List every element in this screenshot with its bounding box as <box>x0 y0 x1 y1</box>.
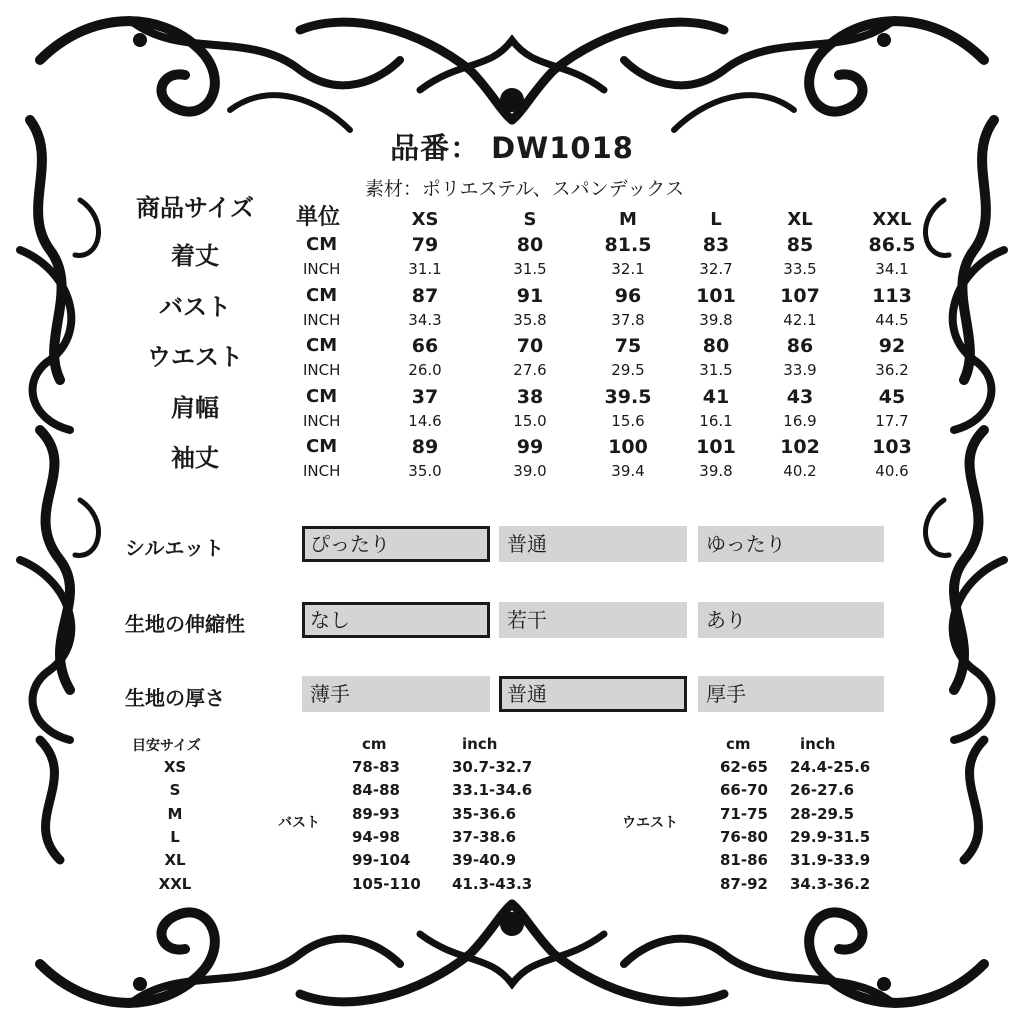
cm-value: 113 <box>872 284 912 307</box>
inch-value: 29.5 <box>611 361 645 379</box>
size-column-header: XXL <box>872 209 912 230</box>
inch-value: 44.5 <box>875 310 909 329</box>
cm-value: 102 <box>780 436 820 458</box>
cm-value: 45 <box>878 385 906 408</box>
waist-inch-value: 29.9-31.5 <box>790 827 871 846</box>
bust-cm-value: 99-104 <box>352 851 411 870</box>
cm-value: 91 <box>516 284 544 307</box>
cm-value: 96 <box>614 284 642 307</box>
inch-value: 15.0 <box>513 411 547 430</box>
inch-value: 36.2 <box>875 361 909 379</box>
cm-value: 83 <box>702 234 730 256</box>
waist-cm-value: 71-75 <box>720 804 768 823</box>
inch-value: 39.0 <box>513 462 547 480</box>
unit-header: 単位 <box>296 205 341 230</box>
inch-value: 33.9 <box>783 361 817 379</box>
cm-value: 38 <box>516 385 544 408</box>
guide-size: S <box>169 781 181 800</box>
cm-value: 66 <box>411 335 439 357</box>
cm-value: 37 <box>411 385 439 408</box>
cm-value: 101 <box>696 284 736 307</box>
option-box: あり <box>698 602 884 638</box>
attribute-label: 生地の厚さ <box>125 686 225 710</box>
unit-cm-label: CM <box>306 284 338 306</box>
inch-value: 31.5 <box>699 361 733 379</box>
inch-value: 40.2 <box>783 462 817 480</box>
measurement-name: 着丈 <box>171 242 219 270</box>
option-box: 若干 <box>499 602 687 638</box>
inch-value: 15.6 <box>611 411 645 430</box>
bust-inch-value: 30.7-32.7 <box>452 758 533 776</box>
cm-value: 86 <box>786 335 814 357</box>
inch-value: 32.1 <box>611 260 645 278</box>
option-box: ゆったり <box>698 526 884 562</box>
bust-cm-value: 105-110 <box>352 874 421 893</box>
guide-size: M <box>167 804 183 823</box>
inch-value: 31.5 <box>513 260 547 278</box>
inch-value: 33.5 <box>783 260 817 278</box>
inch-value: 32.7 <box>699 260 733 278</box>
attribute-label: 生地の伸縮性 <box>125 612 245 636</box>
inch-value: 39.4 <box>611 462 645 480</box>
unit-inch-label: INCH <box>303 260 341 278</box>
size-table-label: 商品サイズ <box>135 194 255 222</box>
cm-value: 86.5 <box>868 234 916 256</box>
cm-value: 107 <box>780 284 820 307</box>
cm-value: 89 <box>411 436 439 458</box>
measurement-name: 肩幅 <box>171 393 219 422</box>
inch-value: 42.1 <box>783 310 817 329</box>
measurement-name: バスト <box>159 292 231 321</box>
bust-inch-value: 35-36.6 <box>452 804 517 823</box>
inch-value: 35.8 <box>513 310 547 329</box>
cm-value: 87 <box>411 284 439 307</box>
cm-value: 41 <box>702 385 730 408</box>
unit-cm-label: CM <box>306 385 338 407</box>
waist-cm-value: 87-92 <box>720 874 768 893</box>
cm-value: 70 <box>516 335 544 357</box>
cm-value: 80 <box>702 335 730 357</box>
cm-value: 43 <box>786 385 814 408</box>
bust-inch-value: 37-38.6 <box>452 827 517 846</box>
cm-value: 101 <box>696 436 736 458</box>
waist-inch-header: inch <box>800 735 836 753</box>
bust-inch-value: 41.3-43.3 <box>452 874 533 893</box>
unit-inch-label: INCH <box>303 310 341 329</box>
waist-label: ウエスト <box>622 815 678 831</box>
size-column-header: M <box>619 209 637 230</box>
inch-value: 14.6 <box>408 411 442 430</box>
inch-value: 16.9 <box>783 411 817 430</box>
cm-value: 85 <box>786 234 814 256</box>
size-column-header: L <box>710 209 722 230</box>
cm-value: 80 <box>516 234 544 256</box>
bust-cm-value: 84-88 <box>352 781 400 800</box>
waist-inch-value: 31.9-33.9 <box>790 851 871 870</box>
inch-value: 34.3 <box>408 310 442 329</box>
waist-inch-value: 28-29.5 <box>790 804 855 823</box>
cm-value: 39.5 <box>604 385 652 408</box>
bust-inch-value: 33.1-34.6 <box>452 781 533 800</box>
measurement-name: ウエスト <box>147 343 243 371</box>
inch-value: 17.7 <box>875 411 909 430</box>
bust-cm-value: 78-83 <box>352 758 400 776</box>
unit-cm-label: CM <box>306 436 338 457</box>
bust-cm-value: 89-93 <box>352 804 400 823</box>
option-selected: ぴったり <box>302 526 490 562</box>
waist-cm-value: 81-86 <box>720 851 768 870</box>
product-code: 品番： DW1018 <box>390 131 634 165</box>
guide-size: L <box>170 827 180 846</box>
bust-cm-value: 94-98 <box>352 827 400 846</box>
material-text: 素材：ポリエステル、スパンデックス <box>364 178 685 200</box>
option-selected: なし <box>302 602 490 638</box>
bust-inch-value: 39-40.9 <box>452 851 517 870</box>
cm-value: 103 <box>872 436 912 458</box>
waist-cm-header: cm <box>726 735 751 753</box>
inch-value: 31.1 <box>408 260 442 278</box>
inch-value: 34.1 <box>875 260 909 278</box>
attribute-label: シルエット <box>125 536 225 560</box>
bust-inch-header: inch <box>462 735 498 753</box>
waist-cm-value: 62-65 <box>720 758 768 776</box>
inch-value: 16.1 <box>699 411 733 430</box>
guide-title: 目安サイズ <box>132 738 201 754</box>
option-box: 薄手 <box>302 676 490 712</box>
inch-value: 27.6 <box>513 361 547 379</box>
inch-value: 39.8 <box>699 310 733 329</box>
waist-cm-value: 66-70 <box>720 781 768 800</box>
inch-value: 39.8 <box>699 462 733 480</box>
inch-value: 35.0 <box>408 462 442 480</box>
guide-size: XXL <box>158 874 192 893</box>
bust-cm-header: cm <box>362 735 387 753</box>
cm-value: 92 <box>878 335 906 357</box>
unit-inch-label: INCH <box>303 411 341 430</box>
unit-cm-label: CM <box>306 234 338 255</box>
cm-value: 79 <box>411 234 439 256</box>
unit-inch-label: INCH <box>303 462 341 480</box>
unit-cm-label: CM <box>306 335 338 356</box>
waist-inch-value: 26-27.6 <box>790 781 855 800</box>
waist-cm-value: 76-80 <box>720 827 768 846</box>
size-column-header: XL <box>787 209 813 230</box>
cm-value: 99 <box>516 436 544 458</box>
option-box: 厚手 <box>698 676 884 712</box>
cm-value: 100 <box>608 436 648 458</box>
inch-value: 37.8 <box>611 310 645 329</box>
waist-inch-value: 24.4-25.6 <box>790 758 871 776</box>
size-column-header: XS <box>411 209 439 230</box>
size-column-header: S <box>523 209 537 230</box>
waist-inch-value: 34.3-36.2 <box>790 874 871 893</box>
measurement-name: 袖丈 <box>171 444 219 472</box>
option-selected: 普通 <box>499 676 687 712</box>
guide-size: XS <box>163 758 187 776</box>
cm-value: 81.5 <box>604 234 652 256</box>
bust-label: バスト <box>278 815 320 831</box>
option-box: 普通 <box>499 526 687 562</box>
unit-inch-label: INCH <box>303 361 341 379</box>
cm-value: 75 <box>614 335 642 357</box>
guide-size: XL <box>164 851 186 870</box>
inch-value: 26.0 <box>408 361 442 379</box>
inch-value: 40.6 <box>875 462 909 480</box>
